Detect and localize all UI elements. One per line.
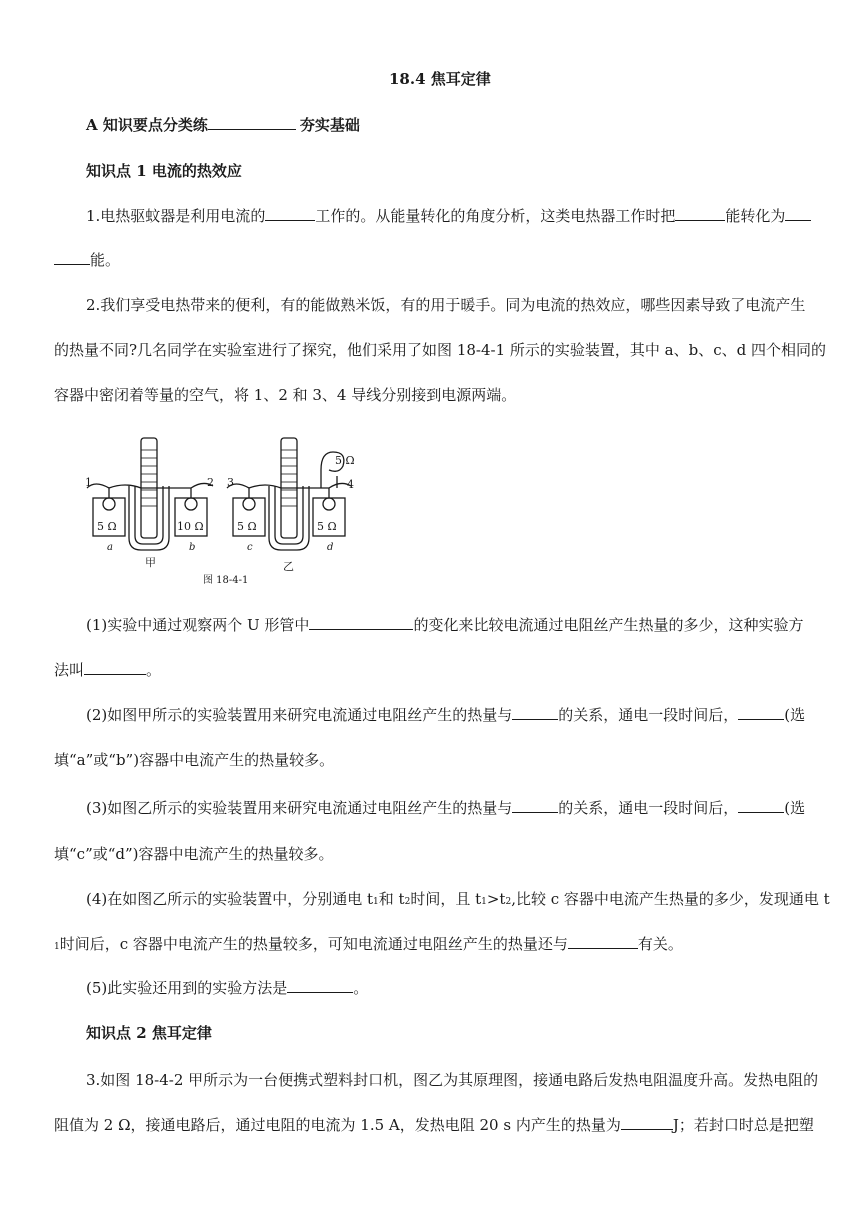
part-3-line2: 填“c”或“d”)容器中电流产生的热量较多。 <box>54 845 334 863</box>
p2-text-a: (2)如图甲所示的实验装置用来研究电流通过电阻丝产生的热量与 <box>86 706 513 724</box>
part-1-line2 <box>54 659 161 680</box>
q1-blank-1[interactable] <box>265 206 315 221</box>
question-3-line2 <box>54 1114 814 1135</box>
question-2-line2: 的热量不同?几名同学在实验室进行了探究，他们采用了如图 18-4-1 所示的实验装置，其中 a、b、c、d 四个相同的 <box>54 341 826 359</box>
p1-blank-1[interactable] <box>309 615 413 630</box>
q3-blank-1[interactable] <box>621 1115 673 1130</box>
p4-sub-f: 1 <box>54 942 60 952</box>
knowledge-point-1: 知识点 1 电流的热效应 <box>86 162 242 180</box>
p5-blank-1[interactable] <box>287 978 353 993</box>
question-2-line1: 2.我们享受电热带来的便利，有的能做熟米饭，有的用于暖手。同为电流的热效应，哪些因素导致了电流产生 <box>86 296 806 314</box>
q1-blank-3a[interactable] <box>785 206 811 221</box>
p3-text-b: 的关系，通电一段时间后， <box>558 799 739 817</box>
part-2-line1 <box>86 704 805 725</box>
question-2-line3: 容器中密闭着等量的空气，将 1、2 和 3、4 导线分别接到电源两端。 <box>54 386 517 404</box>
p1-blank-2[interactable] <box>84 660 146 675</box>
p3-blank-1[interactable] <box>512 798 558 813</box>
wire-label-4: 4 <box>347 478 354 491</box>
wire-label-3: 3 <box>227 476 234 489</box>
letter-c: c <box>247 542 253 553</box>
p4-sub-d: 2 <box>505 897 512 907</box>
p4-sub-b: 2 <box>404 897 411 907</box>
p4-text-d: >t <box>486 890 506 908</box>
u-tube-right <box>269 438 309 550</box>
p4-text-a: (4)在如图乙所示的实验装置中，分别通电 t <box>86 890 374 908</box>
p5-text-a: (5)此实验还用到的实验方法是 <box>86 979 288 997</box>
p3-text-c: (选 <box>784 799 806 817</box>
q1-text-a: 1.电热驱蚊器是利用电流的 <box>86 207 266 225</box>
p2-blank-2[interactable] <box>738 705 784 720</box>
letter-d: d <box>327 542 334 553</box>
p1-text-a: (1)实验中通过观察两个 U 形管中 <box>86 616 310 634</box>
p5-text-b: 。 <box>353 979 369 997</box>
wire-label-1: 1 <box>85 476 92 489</box>
p4-text-e: ,比较 c 容器中电流产生热量的多少，发现通电 t <box>511 890 830 908</box>
part-3-line1 <box>86 797 805 818</box>
p4-text-c: 时间，且 t <box>410 890 482 908</box>
part-1-line1 <box>86 614 803 635</box>
p2-text-c: (选 <box>784 706 806 724</box>
p2-blank-1[interactable] <box>512 705 558 720</box>
page-title: 18.4 焦耳定律 <box>389 70 491 88</box>
q1-blank-2[interactable] <box>675 206 725 221</box>
resistance-d: 5 Ω <box>317 520 337 533</box>
q1-blank-3b[interactable] <box>54 250 90 265</box>
label-jia: 甲 <box>145 556 156 569</box>
wire-label-2: 2 <box>207 476 214 489</box>
section-a-label: A 知识要点分类练 <box>86 116 208 134</box>
part-5 <box>86 977 368 998</box>
figure-caption: 图 18-4-1 <box>203 575 249 586</box>
part-2-line2: 填“a”或“b”)容器中电流产生的热量较多。 <box>54 751 335 769</box>
letter-b: b <box>189 542 196 553</box>
p4-sub-c: 1 <box>481 897 487 907</box>
question-1-line1 <box>86 205 811 226</box>
knowledge-point-2: 知识点 2 焦耳定律 <box>86 1024 212 1042</box>
p3-text-a: (3)如图乙所示的实验装置用来研究电流通过电阻丝产生的热量与 <box>86 799 513 817</box>
p4-text-f: 时间后，c 容器中电流产生的热量较多，可知电流通过电阻丝产生的热量还与 <box>59 935 568 953</box>
resistance-a: 5 Ω <box>97 520 117 533</box>
external-resistance: 5 Ω <box>335 454 355 467</box>
section-a-rule <box>208 115 296 130</box>
p4-blank-1[interactable] <box>568 934 638 949</box>
question-1-line2 <box>54 249 120 270</box>
question-3-line1: 3.如图 18-4-2 甲所示为一台便携式塑料封口机，图乙为其原理图，接通电路后发热电阻温度升高。发热电阻的 <box>86 1071 819 1089</box>
section-a-heading <box>86 114 360 135</box>
p1-text-c: 法叫 <box>54 661 85 679</box>
label-yi: 乙 <box>283 560 294 573</box>
u-tube-left <box>129 438 169 550</box>
q3-text-a: 阻值为 2 Ω，接通电路后，通过电阻的电流为 1.5 A，发热电阻 20 s 内产生的热量为 <box>54 1116 621 1134</box>
figure-18-4-1 <box>85 430 385 590</box>
part-4-line2 <box>54 933 683 954</box>
p3-blank-2[interactable] <box>738 798 784 813</box>
p4-text-b: 和 t <box>378 890 405 908</box>
section-a-tail: 夯实基础 <box>299 116 360 134</box>
p1-text-d: 。 <box>146 661 162 679</box>
resistance-c: 5 Ω <box>237 520 257 533</box>
part-4-line1 <box>86 888 830 909</box>
p2-text-b: 的关系，通电一段时间后， <box>558 706 739 724</box>
p1-text-b: 的变化来比较电流通过电阻丝产生热量的多少，这种实验方 <box>413 616 804 634</box>
letter-a: a <box>107 542 113 553</box>
p4-text-g: 有关。 <box>637 935 683 953</box>
q3-text-b: J；若封口时总是把塑 <box>672 1116 814 1134</box>
q1-text-c: 能转化为 <box>725 207 786 225</box>
q1-text-d: 能。 <box>90 251 121 269</box>
resistance-b: 10 Ω <box>177 520 204 533</box>
p4-sub-a: 1 <box>373 897 379 907</box>
q1-text-b: 工作的。从能量转化的角度分析，这类电热器工作时把 <box>315 207 676 225</box>
